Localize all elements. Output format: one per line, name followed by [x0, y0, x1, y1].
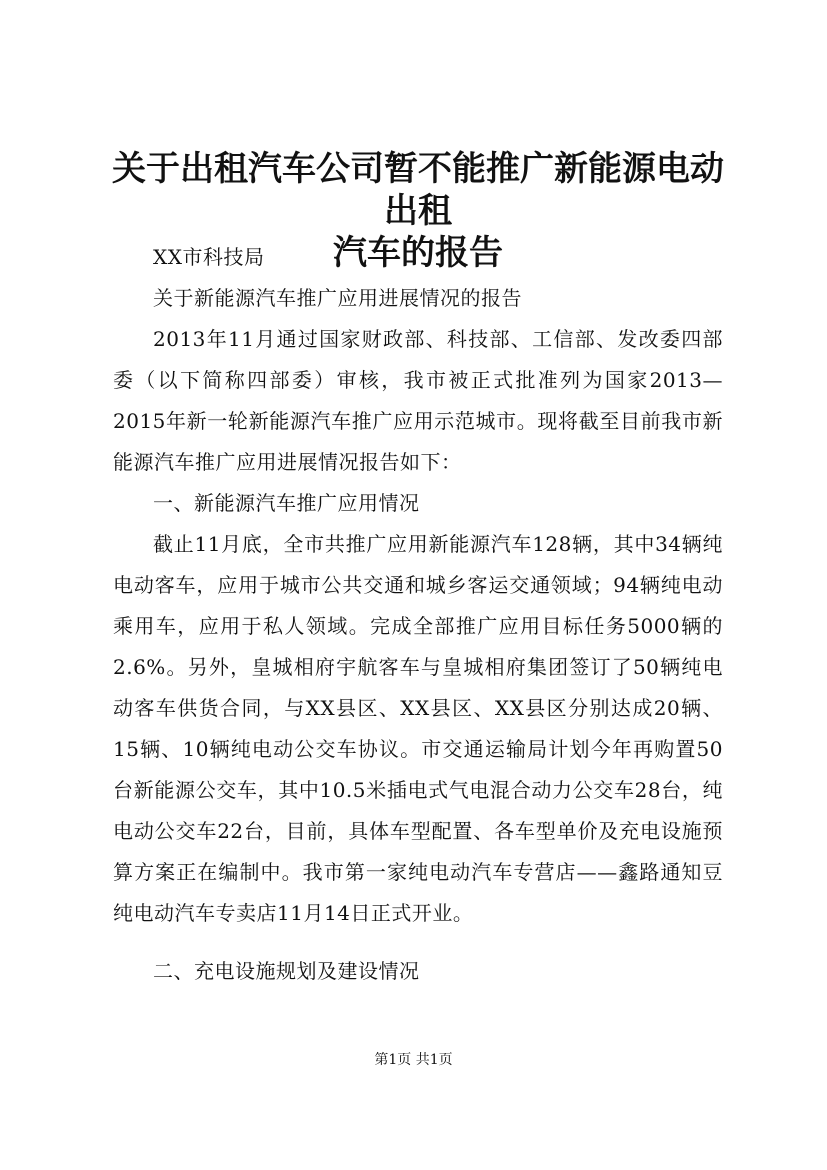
section-heading-2: 二、充电设施规划及建设情况 — [153, 959, 420, 983]
section-1-paragraph: 截止11月底，全市共推广应用新能源汽车128辆，其中34辆纯电动客车，应用于城市公共交通和城乡客运交通领域；94辆纯电动乘用车，应用于私人领域。完成全部推广应用目标任务5000辆的2.6%。另外，皇城相府宇航客车与皇城相府集团签订了50辆纯电动客车供货合同，与XX县区、XX县区、XX县区分别达成20辆、15辆、10辆纯电动公交车协议。市交通运输局计划今年再购置50台新能源公交车，其中10.5米插电式气电混合动力公交车28台，纯电动公交车22台，目前，具体车型配置、各车型单价及充电设施预算方案正在编制中。我市第一家纯电动汽车专营店——鑫路通知豆纯电动汽车专卖店11月14日正式开业。 — [113, 532, 723, 925]
page-footer: 第1页 共1页 — [374, 1052, 453, 1068]
recipient-paragraph: XX市科技局 — [153, 245, 265, 269]
document-body — [113, 237, 723, 992]
title-line-2: 汽车的报告 — [333, 233, 503, 273]
section-heading-1: 一、新能源汽车推广应用情况 — [153, 491, 420, 515]
report-subject-paragraph: 关于新能源汽车推广应用进展情况的报告 — [153, 286, 522, 310]
intro-paragraph: 2013年11月通过国家财政部、科技部、工信部、发改委四部委（以下简称四部委）审核，我市被正式批准列为国家2013—2015年新一轮新能源汽车推广应用示范城市。现将截至目前我市新能源汽车推广应用进展情况报告如下： — [113, 327, 723, 474]
title-line-1: 关于出租汽车公司暂不能推广新能源电动出租 — [112, 149, 724, 231]
